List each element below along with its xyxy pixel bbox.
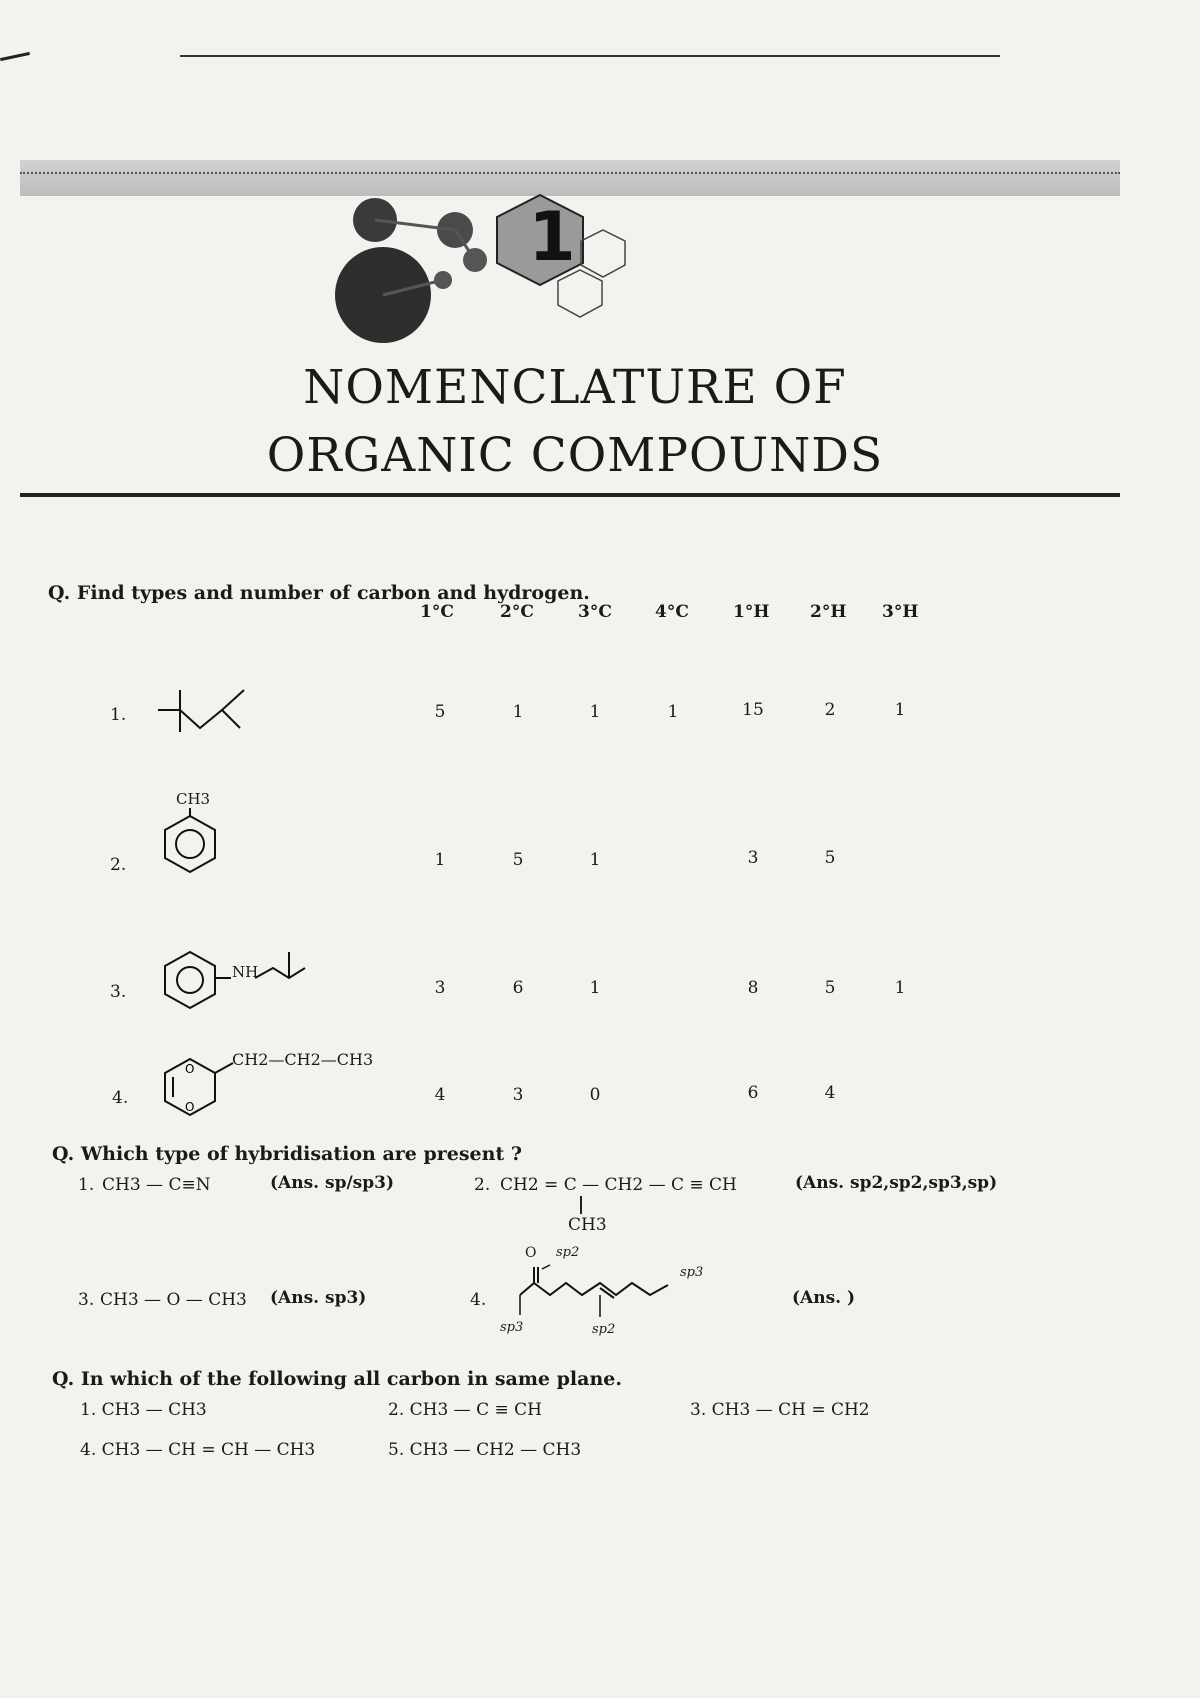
q1-header-3c: 3°C	[578, 602, 612, 622]
q2-item1-answer: (Ans. sp/sp3)	[270, 1173, 394, 1193]
q1-row2-1h: 3	[747, 848, 759, 868]
q2-item4-label-o: O	[525, 1245, 537, 1261]
q1-row4-2h: 4	[824, 1083, 836, 1103]
q1-row1-1h: 15	[742, 700, 764, 720]
q1-row3-label: NH	[232, 963, 259, 981]
q1-row3-3h: 1	[894, 978, 906, 998]
q3-option-2: 2. CH3 — C ≡ CH	[388, 1400, 542, 1420]
q1-row3-number: 3.	[110, 982, 127, 1002]
q1-row1-2c: 1	[512, 702, 524, 722]
q2-item2-branch-bond	[580, 1196, 582, 1214]
q1-row3-2h: 5	[824, 978, 836, 998]
page-corner-line	[0, 52, 30, 61]
q2-item3-answer: (Ans. sp3)	[270, 1288, 367, 1308]
q2-item2-answer: (Ans. sp2,sp2,sp3,sp)	[795, 1173, 998, 1193]
q1-row2-2c: 5	[512, 850, 524, 870]
q1-header-3h: 3°H	[882, 602, 919, 622]
q2-question: Q. Which type of hybridisation are present ?	[52, 1143, 522, 1165]
q1-row2-1c: 1	[434, 850, 446, 870]
q2-item1-formula: CH3 — C≡N	[102, 1175, 211, 1195]
q2-item4-number: 4.	[470, 1290, 487, 1310]
q1-row1-number: 1.	[110, 705, 127, 725]
q1-row4-1c: 4	[434, 1085, 446, 1105]
q1-row2-2h: 5	[824, 848, 836, 868]
q1-row3-1c: 3	[434, 978, 446, 998]
q2-item2-branch: CH3	[568, 1215, 607, 1235]
q1-row4-2c: 3	[512, 1085, 524, 1105]
q1-row2-number: 2.	[110, 855, 127, 875]
q1-row4-dioxane-ring	[155, 1055, 235, 1121]
q1-row1-2h: 2	[824, 700, 836, 720]
q1-row3-2c: 6	[512, 978, 524, 998]
q2-item4-label-sp3-bottom: sp3	[500, 1320, 524, 1335]
q1-row3-1h: 8	[747, 978, 759, 998]
chapter-number: 1	[528, 198, 576, 277]
title-rule	[20, 493, 1120, 497]
benzene-ring-icon	[155, 808, 225, 878]
q1-row2-3c: 1	[589, 850, 601, 870]
q3-option-4: 4. CH3 — CH = CH — CH3	[80, 1440, 316, 1460]
q1-header-1h: 1°H	[733, 602, 770, 622]
q2-item3-formula: CH3 — O — CH3	[100, 1290, 247, 1310]
q1-row1-3c: 1	[589, 702, 601, 722]
q2-item4-label-sp2-top: sp2	[556, 1245, 580, 1260]
q2-item2-number: 2.	[474, 1175, 491, 1195]
q1-header-2c: 2°C	[500, 602, 534, 622]
q2-item3-number: 3.	[78, 1290, 95, 1310]
chapter-badge-icon	[325, 185, 655, 355]
q1-row4-number: 4.	[112, 1088, 129, 1108]
top-rule	[180, 55, 1000, 57]
q1-row4-3c: 0	[589, 1085, 601, 1105]
q2-item4-answer: (Ans. )	[792, 1288, 856, 1308]
q3-option-5: 5. CH3 — CH2 — CH3	[388, 1440, 582, 1460]
q1-row1-structure	[150, 682, 260, 742]
q1-row1-3h: 1	[894, 700, 906, 720]
q1-header-2h: 2°H	[810, 602, 847, 622]
q1-header-1c: 1°C	[420, 602, 454, 622]
svg-text:O: O	[185, 1062, 195, 1076]
q1-header-4c: 4°C	[655, 602, 689, 622]
chapter-title-line2: ORGANIC COMPOUNDS	[266, 428, 884, 483]
q2-item1-number: 1.	[78, 1175, 95, 1195]
svg-text:O: O	[185, 1100, 195, 1114]
q1-row3-3c: 1	[589, 978, 601, 998]
q2-item4-label-sp3-right: sp3	[680, 1265, 704, 1280]
q3-option-3: 3. CH3 — CH = CH2	[690, 1400, 870, 1420]
q2-item2-formula: CH2 = C — CH2 — C ≡ CH	[500, 1175, 737, 1195]
q1-row2-label: CH3	[176, 790, 211, 808]
q1-row1-4c: 1	[667, 702, 679, 722]
q3-option-1: 1. CH3 — CH3	[80, 1400, 207, 1420]
q1-row1-1c: 5	[434, 702, 446, 722]
chapter-title-line1: NOMENCLATURE OF	[303, 360, 847, 415]
dotted-rule	[20, 172, 1120, 174]
q3-question: Q. In which of the following all carbon in same plane.	[52, 1368, 622, 1390]
q1-row4-1h: 6	[747, 1083, 759, 1103]
q1-row4-label: CH2—CH2—CH3	[232, 1050, 374, 1069]
q2-item4-label-sp2-bottom: sp2	[592, 1322, 616, 1337]
q1-question: Q. Find types and number of carbon and hydrogen.	[48, 582, 590, 604]
